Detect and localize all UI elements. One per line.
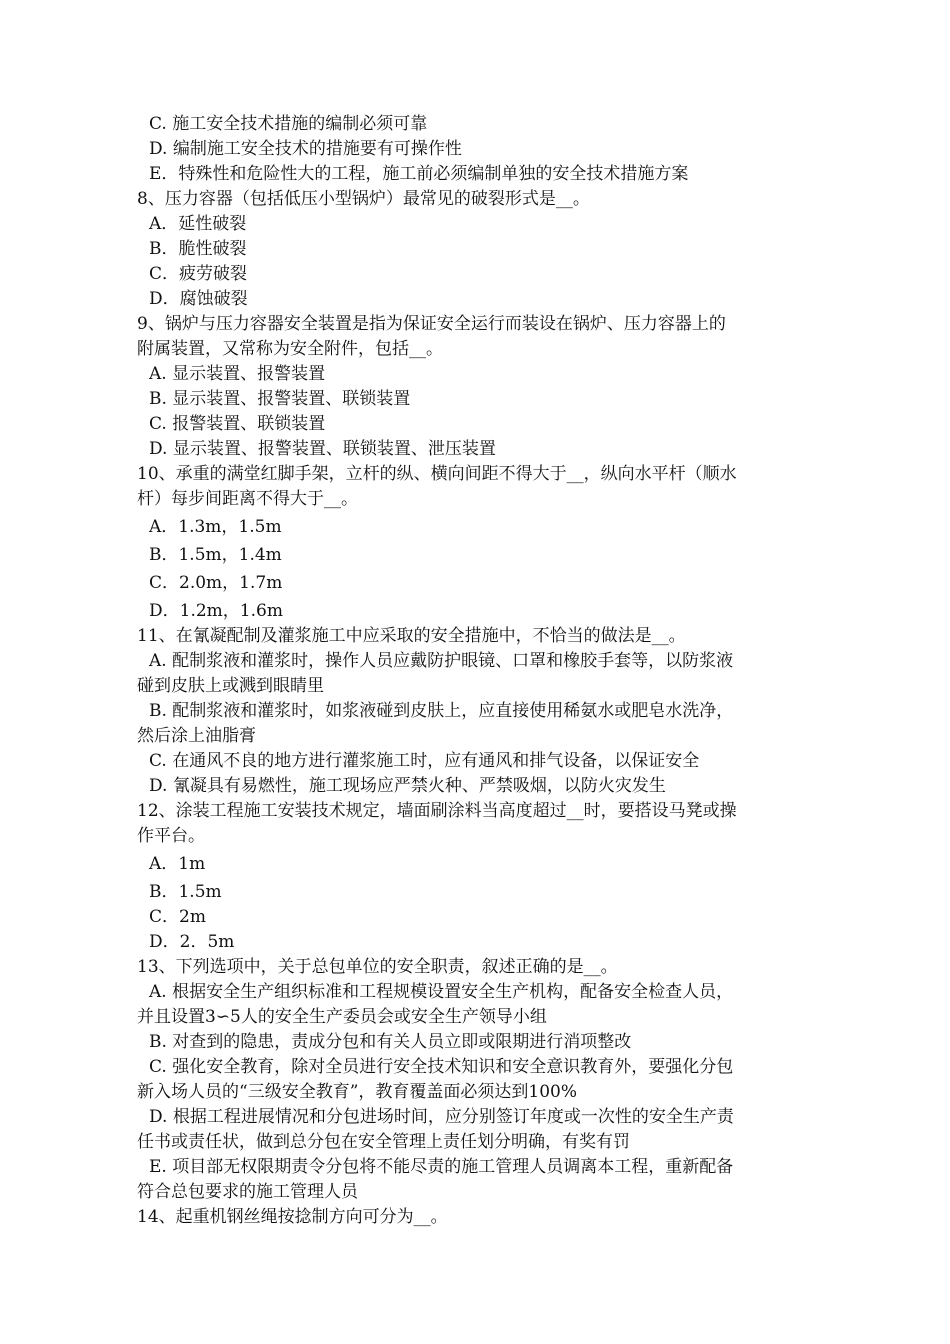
option-text-line: A. 显示装置、报警装置 <box>149 364 326 384</box>
option-text-line: D. 显示装置、报警装置、联锁装置、泄压装置 <box>149 439 496 459</box>
option-text-line: C．2m <box>149 907 206 927</box>
option-text-line: A. 配制浆液和灌浆时，操作人员应戴防护眼镜、口罩和橡胶手套等，以防浆液 <box>149 651 734 671</box>
option-text-line: B. 显示装置、报警装置、联锁装置 <box>149 389 411 409</box>
option-text-line: A．1.3m，1.5m <box>149 517 282 537</box>
option-text-line: C. 报警装置、联锁装置 <box>149 414 326 434</box>
option-text-line: A. 根据安全生产组织标准和工程规模设置安全生产机构，配备安全检查人员， <box>149 982 734 1002</box>
option-text-line: D．2．5m <box>149 932 235 952</box>
question-text-line: 14、起重机钢丝绳按捻制方向可分为__。 <box>137 1207 448 1227</box>
question-text-line: 8、压力容器（包括低压小型锅炉）最常见的破裂形式是__。 <box>137 189 590 209</box>
option-text-line: D．腐蚀破裂 <box>149 289 248 309</box>
question-text-line: 11、在氰凝配制及灌浆施工中应采取的安全措施中，不恰当的做法是__。 <box>137 626 686 646</box>
option-text-line: C. 施工安全技术措施的编制必须可靠 <box>149 114 428 134</box>
option-text-line: A．1m <box>149 854 206 874</box>
question-text-line: 任书或责任状，做到总分包在安全管理上责任划分明确，有奖有罚 <box>137 1132 630 1152</box>
question-text-line: 9、锅炉与压力容器安全装置是指为保证安全运行而装设在锅炉、压力容器上的 <box>137 314 726 334</box>
question-text-line: 符合总包要求的施工管理人员 <box>137 1182 358 1202</box>
question-text-line: 13、下列选项中，关于总包单位的安全职责，叙述正确的是__。 <box>137 957 618 977</box>
option-text-line: E. 项目部无权限期责令分包将不能尽责的施工管理人员调离本工程，重新配备 <box>149 1157 734 1177</box>
option-text-line: A．延性破裂 <box>149 214 247 234</box>
question-text-line: 碰到皮肤上或溅到眼睛里 <box>137 676 324 696</box>
option-text-line: D．1.2m，1.6m <box>149 601 283 621</box>
option-text-line: B．1.5m，1.4m <box>149 545 282 565</box>
option-text-line: B. 配制浆液和灌浆时，如浆液碰到皮肤上，应直接使用稀氨水或肥皂水洗净， <box>149 701 734 721</box>
option-text-line: C．疲劳破裂 <box>149 264 248 284</box>
option-text-line: B. 对查到的隐患，责成分包和有关人员立即或限期进行消项整改 <box>149 1032 632 1052</box>
option-text-line: D. 编制施工安全技术的措施要有可操作性 <box>149 139 462 159</box>
question-text-line: 作平台。 <box>137 826 205 846</box>
question-text-line: 杆）每步间距离不得大于__。 <box>137 489 358 509</box>
option-text-line: E．特殊性和危险性大的工程，施工前必须编制单独的安全技术措施方案 <box>149 164 689 184</box>
option-text-line: C. 在通风不良的地方进行灌浆施工时，应有通风和排气设备，以保证安全 <box>149 751 700 771</box>
option-text-line: D. 氰凝具有易燃性，施工现场应严禁火种、严禁吸烟，以防火灾发生 <box>149 776 666 796</box>
question-text-line: 12、涂装工程施工安装技术规定，墙面刷涂料当高度超过__时，要搭设马凳或操 <box>137 801 737 821</box>
option-text-line: D. 根据工程进展情况和分包进场时间，应分别签订年度或一次性的安全生产责 <box>149 1107 734 1127</box>
option-text-line: B．1.5m <box>149 882 222 902</box>
option-text-line: C. 强化安全教育，除对全员进行安全技术知识和安全意识教育外，要强化分包 <box>149 1057 734 1077</box>
question-text-line: 并且设置3∽5人的安全生产委员会或安全生产领导小组 <box>137 1007 547 1027</box>
question-text-line: 然后涂上油脂膏 <box>137 726 256 746</box>
question-text-line: 新入场人员的“三级安全教育”，教育覆盖面必须达到100% <box>137 1082 577 1102</box>
question-text-line: 10、承重的满堂红脚手架，立杆的纵、横向间距不得大于__，纵向水平杆（顺水 <box>137 464 737 484</box>
option-text-line: B．脆性破裂 <box>149 239 247 259</box>
option-text-line: C．2.0m，1.7m <box>149 573 283 593</box>
question-text-line: 附属装置，又常称为安全附件，包括__。 <box>137 339 443 359</box>
